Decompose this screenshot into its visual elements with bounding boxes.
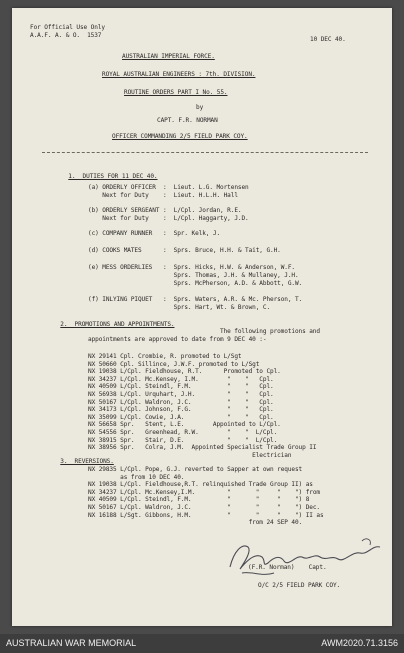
duty-line: (e) MESS ORDERLIES : Sprs. Hicks, H.W. & Anderson, W.F. xyxy=(88,264,295,271)
footer-institution: AUSTRALIAN WAR MEMORIAL xyxy=(6,638,137,648)
title-division: ROYAL AUSTRALIAN ENGINEERS : 7th. DIVISION. xyxy=(102,71,256,78)
duty-line: (f) INLYING PIQUET : Sprs. Waters, A.R. & Mc. Pherson, T. xyxy=(88,296,303,303)
reversion-row: NX 34237 L/Cpl. Mc.Kensey,I.M. " " " ") from xyxy=(88,488,320,496)
title-routine-orders: ROUTINE ORDERS PART I No. 55. xyxy=(124,89,228,96)
reversion-row: as from 10 DEC 40. xyxy=(88,473,185,481)
duty-line: (b) ORDERLY SERGEANT : L/Cpl. Jordan, R.E. xyxy=(88,207,242,214)
document-sheet xyxy=(12,8,392,626)
promotion-row: NX 29141 Cpl. Crombie, R. promoted to L/Sgt xyxy=(88,353,242,360)
promotions-intro-line-2: appointments are approved to date from 9 DEC 40 :- xyxy=(88,336,267,343)
duty-line: (d) COOKS MATES : Sprs. Bruce, H.H. & Tait, G.H. xyxy=(88,247,281,254)
promotions-intro-line-1: The following promotions and xyxy=(220,328,320,335)
promotion-row: NX 56658 Spr. Stent, L.E. Appointed to L/Cpl. xyxy=(88,421,281,429)
reversion-row: NX 29835 L/Cpl. Pope, G.J. reverted to Sapper at own request xyxy=(88,466,303,473)
divider xyxy=(42,152,368,153)
promotion-row: NX 50660 Cpl. Sillince, J.W.F. promoted to L/Sgt xyxy=(88,360,260,368)
reversion-row: NX 19038 L/Cpl. Fieldhouse,R.T. relinquished Trade Group II) as xyxy=(88,481,313,489)
reversion-row: NX 50167 L/Cpl. Waldron, J.C. " " " ") Dec. xyxy=(88,504,320,511)
section-promotions-title: 2. PROMOTIONS AND APPOINTMENTS. xyxy=(60,321,175,328)
promotion-row: NX 50167 L/Cpl. Waldron, J.C. " " Cpl. xyxy=(88,398,274,406)
footer-catalogue-number: AWM2020.71.3156 xyxy=(321,638,398,648)
duty-line: Next for Duty : Lieut. H.L.H. Hall xyxy=(88,192,238,199)
handwritten-signature xyxy=(222,533,392,583)
section-reversions-title: 3. REVERSIONS. xyxy=(60,458,114,465)
signatory-role: O/C 2/5 FIELD PARK COY. xyxy=(258,582,341,589)
duty-line: Sprs. Hart, Wt. & Brown, C. xyxy=(88,304,271,311)
promotion-row: NX 19038 L/Cpl. Fieldhouse, R.T. Promoted to Cpl. xyxy=(88,368,281,376)
archive-footer xyxy=(0,634,404,653)
document-date: 10 DEC 40. xyxy=(310,36,346,43)
reversion-row: NX 16188 L/Sgt. Gibbons, H.M. " " " ") II as xyxy=(88,511,324,519)
promotion-row: NX 35099 L/Cpl. Cowie, J.A. " " Cpl. xyxy=(88,413,274,421)
promotion-row: NX 40509 L/Cpl. Steindl, F.M. " " Cpl. xyxy=(88,383,274,391)
section-duties-title: 1. DUTIES FOR 11 DEC 40. xyxy=(68,173,158,180)
promotion-row: NX 34237 L/Cpl. Mc.Kensey, I.M. " " Cpl. xyxy=(88,375,274,383)
signatory-name: (F.R. Norman) Capt. xyxy=(248,564,327,571)
promotion-row: Electrician xyxy=(88,451,292,459)
reversion-row: from 24 SEP 40. xyxy=(88,519,303,527)
officer-commanding: OFFICER COMMANDING 2/5 FIELD PARK COY. xyxy=(112,133,248,140)
duty-line: (c) COMPANY RUNNER : Spr. Kelk, J. xyxy=(88,230,221,237)
author-name: CAPT. F.R. NORMAN xyxy=(157,117,218,124)
promotion-row: NX 38956 Spr. Colra, J.M. Appointed Specialist Trade Group II xyxy=(88,444,317,452)
title-force: AUSTRALIAN IMPERIAL FORCE. xyxy=(122,53,215,60)
promotion-row: NX 34173 L/Cpl. Johnson, F.G. " " Cpl. xyxy=(88,406,274,414)
duty-line: Sprs. McPherson, A.D. & Abbott, G.W. xyxy=(88,280,303,287)
official-use-note: For Official Use Only xyxy=(30,24,105,31)
by-label: by xyxy=(196,104,204,111)
duty-line: Sprs. Thomas, J.H. & Mullaney, J.H. xyxy=(88,272,299,279)
section-promotions-heading xyxy=(46,314,174,335)
reversion-row: NX 40509 L/Cpl. Steindl, F.M. " " " ") 8 xyxy=(88,496,310,504)
promotion-row: NX 54556 Spr. Greenhead, R.W. " " L/Cpl. xyxy=(88,429,278,436)
promotion-row: NX 38915 Spr. Stair, D.E. " " L/Cpl. xyxy=(88,436,278,444)
promotion-row: NX 56938 L/Cpl. Urquhart, J.H. " " Cpl. xyxy=(88,391,274,398)
duty-line: Next for Duty : L/Cpl. Haggarty, J.D. xyxy=(88,215,249,222)
reference-number: A.A.F. A. & O. 1537 xyxy=(30,32,102,39)
duty-line: (a) ORDERLY OFFICER : Lieut. L.G. Mortensen xyxy=(88,184,249,191)
